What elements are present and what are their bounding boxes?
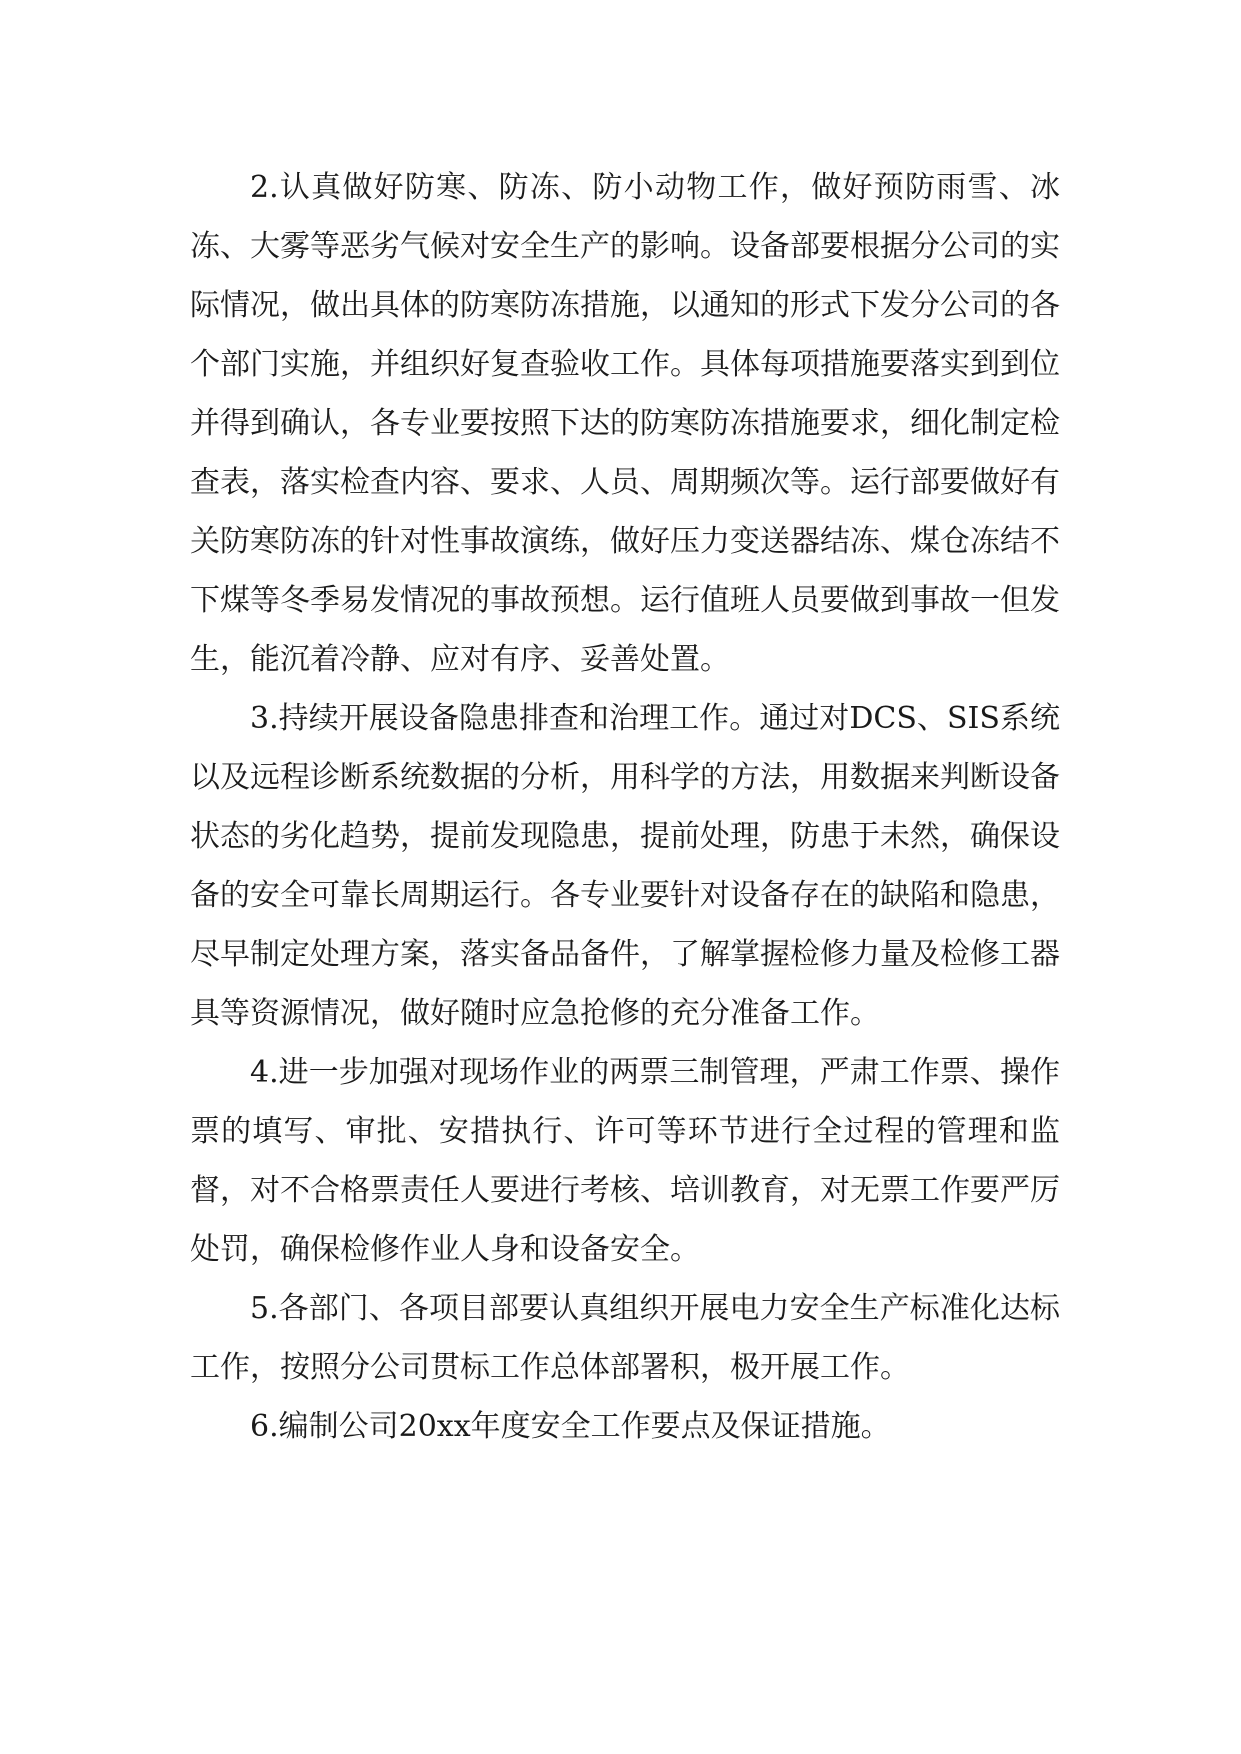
- document-body: [190, 158, 1060, 1456]
- paragraph-item-5: 5.各部门、各项目部要认真组织开展电力安全生产标准化达标工作，按照分公司贯标工作总体部署积，极开展工作。: [190, 1291, 1060, 1385]
- paragraph-item-3: 3.持续开展设备隐患排查和治理工作。通过对DCS、SIS系统以及远程诊断系统数据的分析，用科学的方法，用数据来判断设备状态的劣化趋势，提前发现隐患，提前处理，防患于未然，确保设备的安全可靠长周期运行。各专业要针对设备存在的缺陷和隐患，尽早制定处理方案，落实备品备件，了解掌握检修力量及检修工器具等资源情况，做好随时应急抢修的充分准备工作。: [190, 701, 1060, 1031]
- paragraph-item-4: 4.进一步加强对现场作业的两票三制管理，严肃工作票、操作票的填写、审批、安措执行、许可等环节进行全过程的管理和监督，对不合格票责任人要进行考核、培训教育，对无票工作要严厉处罚，确保检修作业人身和设备安全。: [190, 1055, 1060, 1267]
- paragraph-item-2: 2.认真做好防寒、防冻、防小动物工作，做好预防雨雪、冰冻、大雾等恶劣气候对安全生产的影响。设备部要根据分公司的实际情况，做出具体的防寒防冻措施，以通知的形式下发分公司的各个部门实施，并组织好复查验收工作。具体每项措施要落实到到位并得到确认，各专业要按照下达的防寒防冻措施要求，细化制定检查表，落实检查内容、要求、人员、周期频次等。运行部要做好有关防寒防冻的针对性事故演练，做好压力变送器结冻、煤仓冻结不下煤等冬季易发情况的事故预想。运行值班人员要做到事故一但发生，能沉着冷静、应对有序、妥善处置。: [190, 170, 1060, 677]
- paragraph-item-6: 6.编制公司20xx年度安全工作要点及保证措施。: [250, 1409, 891, 1444]
